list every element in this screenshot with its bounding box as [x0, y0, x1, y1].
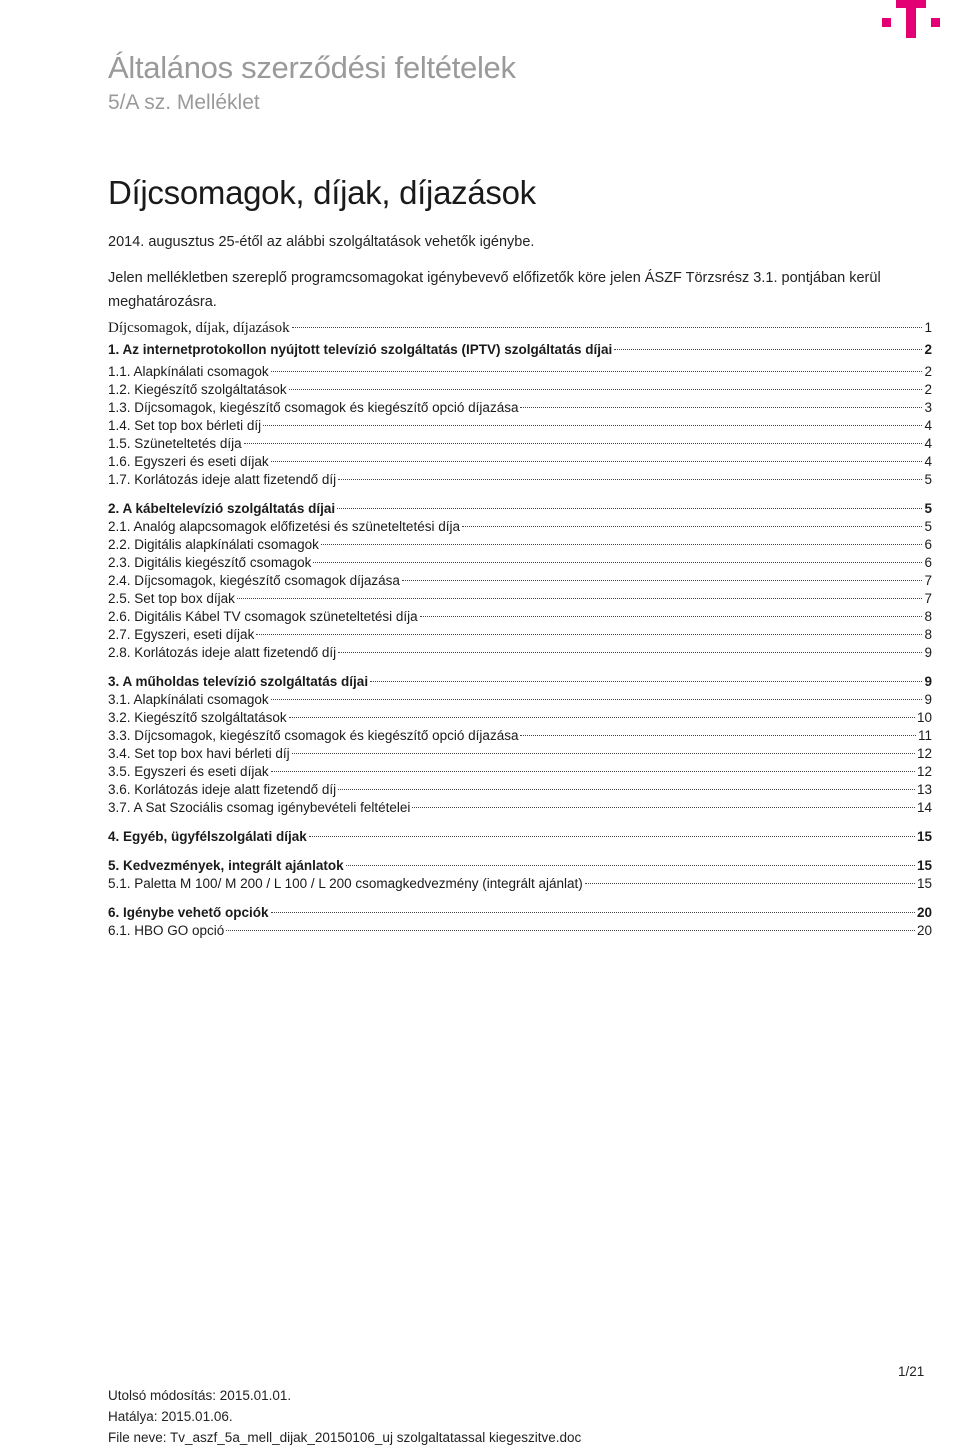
toc-entry[interactable]: 2.8. Korlátozás ideje alatt fizetendő díj 9	[108, 645, 932, 660]
document-subtitle: 5/A sz. Melléklet	[108, 91, 260, 114]
toc-entry[interactable]: 2.2. Digitális alapkínálati csomagok 6	[108, 537, 932, 552]
footer-effective-date: Hatálya: 2015.01.06.	[108, 1409, 233, 1424]
toc-entry[interactable]: 2.7. Egyszeri, eseti díjak 8	[108, 627, 932, 642]
toc-entry[interactable]: 6.1. HBO GO opció 20	[108, 923, 932, 938]
telekom-t-logo-icon	[882, 0, 940, 40]
toc-entry[interactable]: 3.5. Egyszeri és eseti díjak 12	[108, 764, 932, 779]
toc-entry[interactable]: 5.1. Paletta M 100/ M 200 / L 100 / L 200 csomagkedvezmény (integrált ajánlat) 15	[108, 876, 932, 891]
document-title: Általános szerződési feltételek	[108, 50, 516, 85]
toc-entry[interactable]: 2.1. Analóg alapcsomagok előfizetési és szüneteltetési díja 5	[108, 519, 932, 534]
toc-entry[interactable]: 1.6. Egyszeri és eseti díjak 4	[108, 454, 932, 469]
intro-paragraph-2: Jelen mellékletben szereplő programcsomagokat igénybevevő előfizetők köre jelen ÁSZF Törzsrész 3.1. pontjában kerül meghatározásra.	[108, 270, 881, 310]
toc-entry[interactable]: 1.2. Kiegészítő szolgáltatások 2	[108, 382, 932, 397]
toc-entry[interactable]: 3.1. Alapkínálati csomagok 9	[108, 692, 932, 707]
toc-entry[interactable]: 3.7. A Sat Szociális csomag igénybevételi feltételei 14	[108, 800, 932, 815]
toc-entry[interactable]: 6. Igénybe vehető opciók 20	[108, 905, 932, 920]
toc-entry[interactable]: 3.2. Kiegészítő szolgáltatások 10	[108, 710, 932, 725]
page-number: 1/21	[898, 1364, 925, 1379]
toc-entry[interactable]: 1. Az internetprotokollon nyújtott televízió szolgáltatás (IPTV) szolgáltatás díjai 2	[108, 342, 932, 357]
footer-filename: File neve: Tv_aszf_5a_mell_dijak_20150106_uj szolgaltatassal kiegeszitve.doc	[108, 1430, 582, 1445]
toc-entry[interactable]: 2.6. Digitális Kábel TV csomagok szüneteltetési díja 8	[108, 609, 932, 624]
toc-entry[interactable]: Díjcsomagok, díjak, díjazások 1	[108, 320, 932, 336]
toc-entry[interactable]: 2.3. Digitális kiegészítő csomagok 6	[108, 555, 932, 570]
main-heading: Díjcsomagok, díjak, díjazások	[108, 174, 536, 211]
toc-entry[interactable]: 3.4. Set top box havi bérleti díj 12	[108, 746, 932, 761]
toc-entry[interactable]: 1.5. Szüneteltetés díja 4	[108, 436, 932, 451]
toc-entry[interactable]: 5. Kedvezmények, integrált ajánlatok 15	[108, 858, 932, 873]
toc-entry[interactable]: 2.4. Díjcsomagok, kiegészítő csomagok díjazása 7	[108, 573, 932, 588]
toc-entry[interactable]: 1.3. Díjcsomagok, kiegészítő csomagok és kiegészítő opció díjazása 3	[108, 400, 932, 415]
toc-entry[interactable]: 1.7. Korlátozás ideje alatt fizetendő díj 5	[108, 472, 932, 487]
table-of-contents	[108, 320, 932, 941]
toc-entry[interactable]: 4. Egyéb, ügyfélszolgálati díjak 15	[108, 829, 932, 844]
toc-entry[interactable]: 1.1. Alapkínálati csomagok 2	[108, 364, 932, 379]
footer-last-modified: Utolsó módosítás: 2015.01.01.	[108, 1388, 292, 1403]
toc-entry[interactable]: 2.5. Set top box díjak 7	[108, 591, 932, 606]
toc-entry[interactable]: 1.4. Set top box bérleti díj 4	[108, 418, 932, 433]
intro-paragraph-1: 2014. augusztus 25-étől az alábbi szolgáltatások vehetők igénybe.	[108, 234, 535, 250]
toc-entry[interactable]: 3.6. Korlátozás ideje alatt fizetendő díj 13	[108, 782, 932, 797]
toc-entry[interactable]: 3. A műholdas televízió szolgáltatás díjai 9	[108, 674, 932, 689]
toc-entry[interactable]: 2. A kábeltelevízió szolgáltatás díjai 5	[108, 501, 932, 516]
toc-entry[interactable]: 3.3. Díjcsomagok, kiegészítő csomagok és kiegészítő opció díjazása 11	[108, 728, 932, 743]
